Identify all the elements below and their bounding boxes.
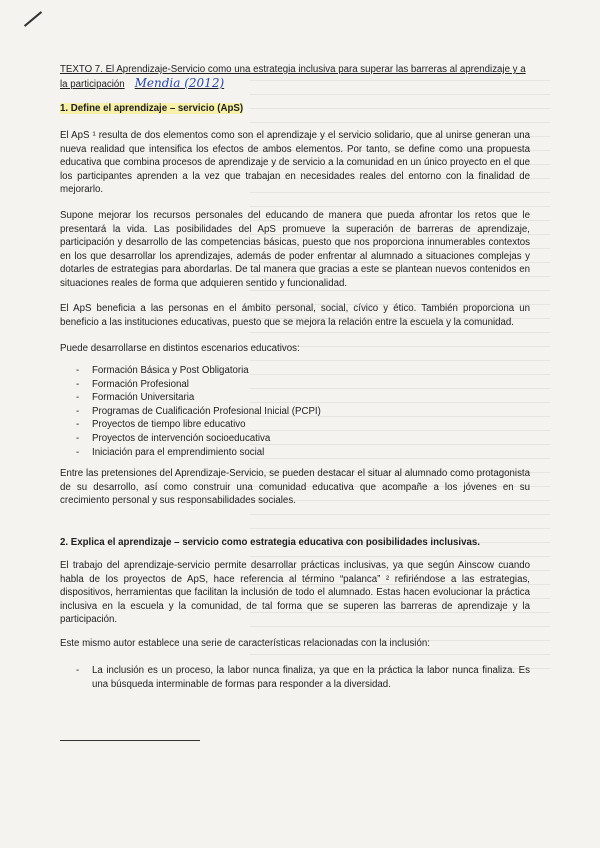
section1-paragraph-4: Puede desarrollarse en distintos escenarios educativos: — [60, 343, 300, 354]
list-item: - Proyectos de tiempo libre educativo — [60, 418, 530, 432]
footnote-separator — [60, 740, 200, 741]
list-item: - La inclusión es un proceso, la labor nunca finaliza, ya que en la práctica la labor nunca finaliza. Es una búsqueda interminable de formas para responder a la diversidad. — [60, 664, 530, 691]
section1-paragraph-1: El ApS ¹ resulta de dos elementos como son el aprendizaje y el servicio solidario, que al unirse generan una nueva realidad que intensifica los efectos de ambos elementos. Por tanto, se define como una propuesta educativa que combina procesos de aprendizaje y de servicio a la comunidad en un único proyecto en el que los participantes aprenden a la vez que trabajan en necesidades reales del entorno con la finalidad de mejorarlo. — [60, 130, 530, 196]
list-item: - Formación Universitaria — [60, 391, 530, 405]
characteristics-list — [60, 664, 530, 691]
list-item: - Formación Profesional — [60, 378, 530, 392]
title-text: TEXTO 7. El Aprendizaje-Servicio como una estrategia inclusiva para superar las barreras al aprendizaje y a la participación — [60, 64, 526, 90]
handwritten-note: Mendia (2012) — [134, 75, 225, 90]
list-item: - Programas de Cualificación Profesional Inicial (PCPI) — [60, 405, 530, 419]
section2-heading: 2. Explica el aprendizaje – servicio como estrategia educativa con posibilidades inclusivas. — [60, 537, 480, 548]
list-item: - Proyectos de intervención socioeducativa — [60, 432, 530, 446]
section1-paragraph-5: Entre las pretensiones del Aprendizaje-Servicio, se pueden destacar el situar al alumnado como protagonista de su desarrollo, así como construir una comunidad educativa que acompañe a los jóvenes en su crecimiento personal y sus responsabilidades sociales. — [60, 468, 530, 507]
scenario-list — [60, 364, 530, 459]
pen-mark — [24, 11, 42, 27]
document-title — [60, 63, 530, 91]
section2-paragraph-2: Este mismo autor establece una serie de características relacionadas con la inclusión: — [60, 638, 430, 649]
section1-paragraph-2: Supone mejorar los recursos personales del educando de manera que pueda afrontar los retos que le presentará la vida. Las posibilidades del ApS promueve la superación de barreras de aprendizaje, participación y desarrollo de las competencias básicas, puesto que nos proporciona innumerables contextos en los que desarrollar los aprendizajes, además de poder enfrentar al alumnado a situaciones complejas y dotarles de estrategias para abordarlas. De tal manera que gracias a este se plantean nuevos contenidos en situaciones reales de forma que adquieren sentido y funcionalidad. — [60, 210, 530, 289]
section2-paragraph-1: El trabajo del aprendizaje-servicio permite desarrollar prácticas inclusivas, ya que según Ainscow cuando habla de los proyectos de ApS, hace referencia al término “palanca” ² refiriéndose a las estrategias, dispositivos, herramientas que facilitan la inclusión de todo el alumnado. Estas hacen evolucionar la práctica inclusiva en la escuela y la comunidad, de tal forma que se superen las barreras de aprendizaje y la participación. — [60, 560, 530, 626]
section1-heading — [60, 102, 530, 116]
section1-paragraph-3: El ApS beneficia a las personas en el ámbito personal, social, cívico y ético. También proporciona un beneficio a las instituciones educativas, puesto que se mejora la relación entre la escuela y la comunidad. — [60, 303, 530, 328]
list-item: - Formación Básica y Post Obligatoria — [60, 364, 530, 378]
section1-heading-text: 1. Define el aprendizaje – servicio (ApS) — [60, 103, 244, 114]
list-item: - Iniciación para el emprendimiento social — [60, 446, 530, 460]
